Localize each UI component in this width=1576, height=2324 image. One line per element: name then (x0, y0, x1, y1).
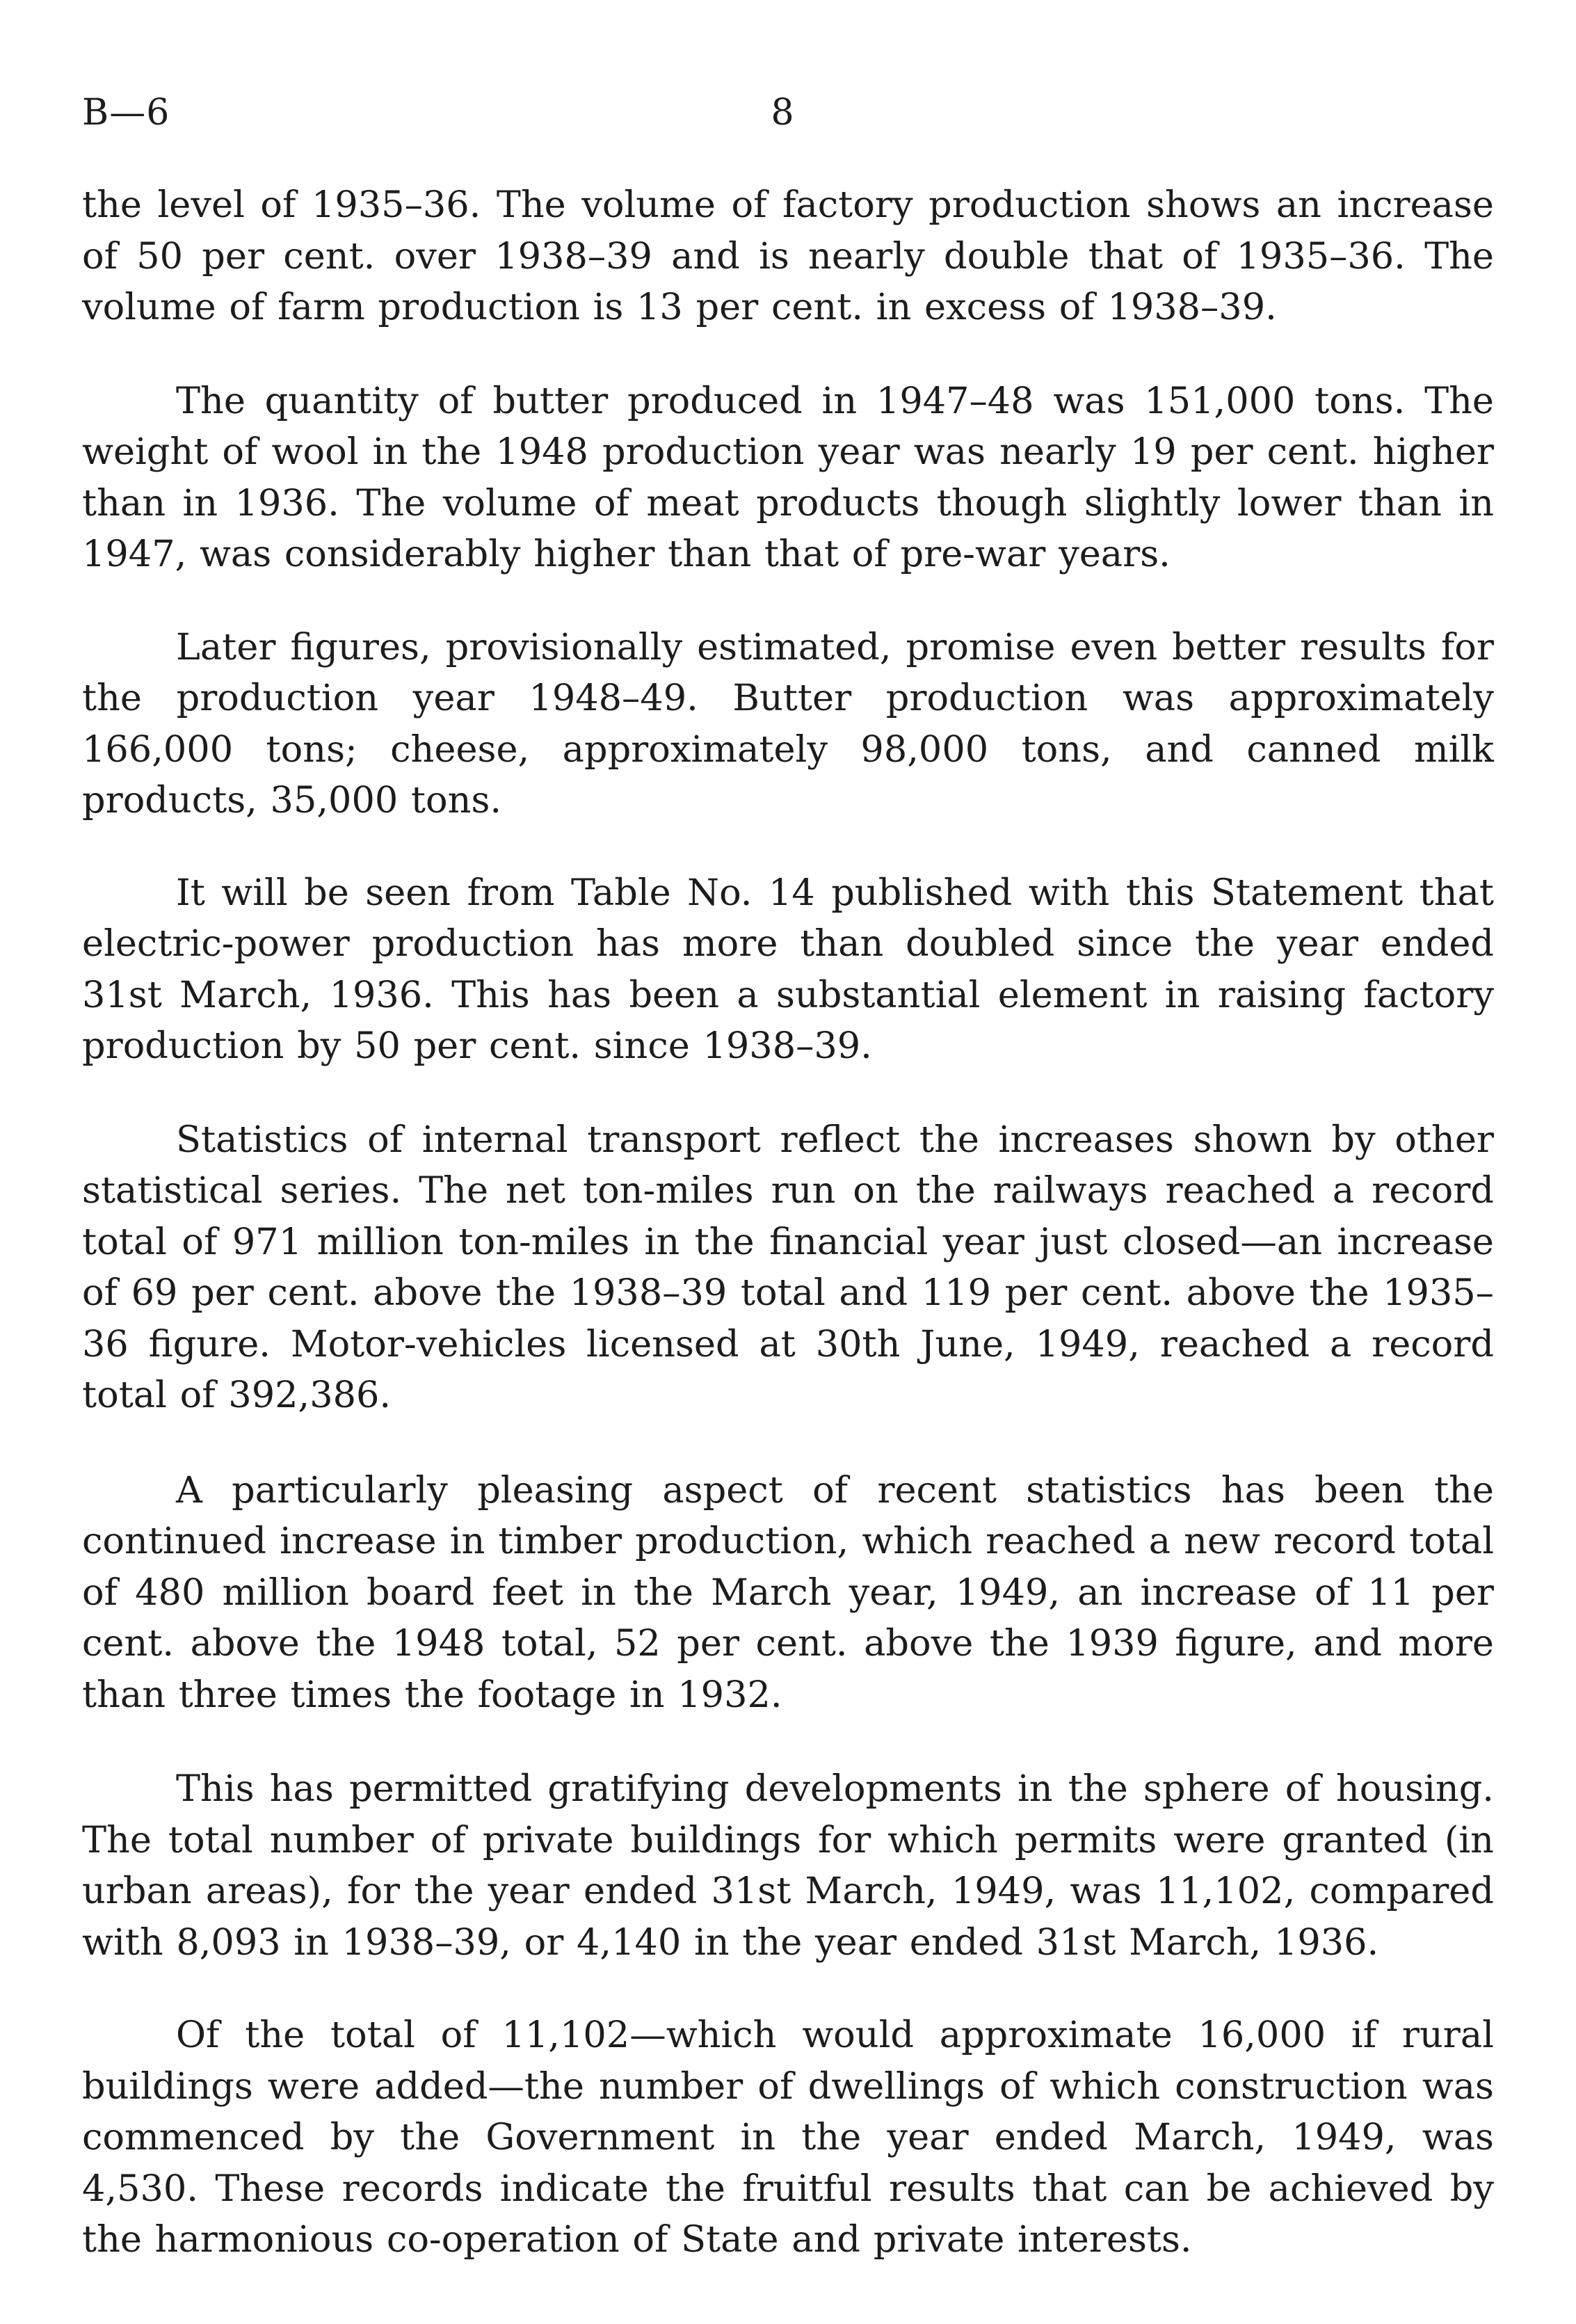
body-text (82, 179, 1494, 2266)
page-header (0, 85, 1576, 141)
paragraph-electric-power: It will be seen from Table No. 14 published with this Statement that electric-power production has more than doubled since the year ended 31st March, 1936. This has been a substantial element in raising factory production by 50 per cent. since 1938–39. (82, 871, 1494, 1067)
page-number: 8 (771, 92, 794, 134)
paragraph-later-figures: Later figures, provisionally estimated, promise even better results for the production year 1948–49. Butter production was approximately 166,000 tons; cheese, approximately 98,000 tons, and canned milk products, 35,000 tons. (82, 625, 1494, 822)
paragraph-butter-wool-meat: The quantity of butter produced in 1947–48 was 151,000 tons. The weight of wool in the 1948 production year was nearly 19 per cent. higher than in 1936. The volume of meat products though slightly lower than in 1947, was considerably higher than that of pre-war years. (82, 379, 1494, 575)
paragraph-timber-production: A particularly pleasing aspect of recent statistics has been the continued increase in timber production, which reached a new record total of 480 million board feet in the March year, 1949, an increase of 11 per cent. above the 1948 total, 52 per cent. above the 1939 figure, and more than three times the footage in 1932. (82, 1468, 1494, 1716)
paragraph-dwellings-construction: Of the total of 11,102—which would approximate 16,000 if rural buildings were added—the number of dwellings of which construction was commenced by the Government in the year ended March, 1949, was 4,530. These records indicate the fruitful results that can be achieved by the harmonious co-operation of State and private interests. (82, 2014, 1494, 2261)
paragraph-internal-transport: Statistics of internal transport reflect the increases shown by other statistical series. The net ton-miles run on the railways reached a record total of 971 million ton-miles in the financial year just closed—an increase of 69 per cent. above the 1938–39 total and 119 per cent. above the 1935–36 figure. Motor-vehicles licensed at 30th June, 1949, reached a record total of 392,386. (82, 1118, 1494, 1416)
paragraph-continued: the level of 1935–36. The volume of factory production shows an increase of 50 per cent. over 1938–39 and is nearly double that of 1935–36. The volume of farm production is 13 per cent. in excess of 1938–39. (82, 184, 1494, 328)
document-reference: B—6 (82, 92, 170, 134)
paragraph-housing: This has permitted gratifying developments in the sphere of housing. The total number of private buildings for which permits were granted (in urban areas), for the year ended 31st March, 1949, was 11,102, compared with 8,093 in 1938–39, or 4,140 in the year ended 31st March, 1936. (82, 1768, 1494, 1964)
